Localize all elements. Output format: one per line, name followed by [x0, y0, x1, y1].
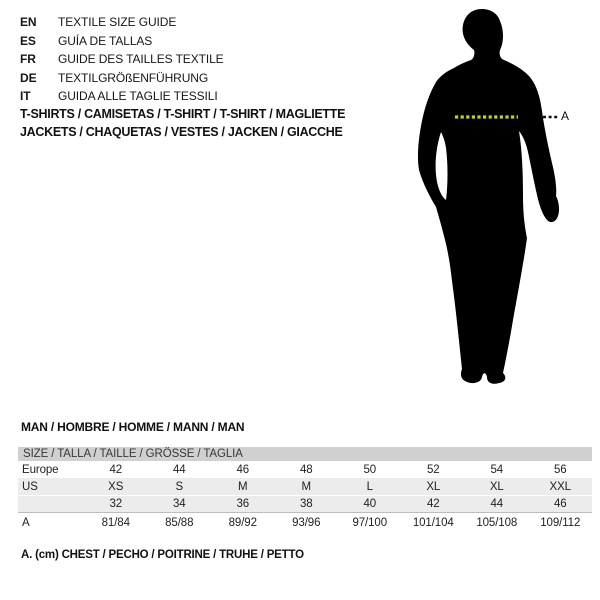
table-cell: 101/104: [412, 516, 454, 529]
language-row: [20, 69, 224, 88]
language-row: [20, 13, 224, 32]
table-cell: 50: [363, 463, 377, 476]
table-cell: 97/100: [352, 516, 388, 529]
table-cell: 89/92: [228, 516, 257, 529]
man-silhouette: [390, 0, 590, 400]
table-cell: 52: [426, 463, 440, 476]
language-list: [20, 13, 224, 106]
language-title: TEXTILE SIZE GUIDE: [58, 15, 177, 30]
table-cell: M: [301, 480, 311, 493]
table-cell: 40: [363, 498, 377, 510]
table-cell: 93/96: [292, 516, 321, 529]
table-row-numeric: [18, 496, 592, 512]
table-cell: S: [175, 480, 184, 493]
language-code: FR: [20, 52, 36, 67]
row-label: US: [22, 480, 38, 493]
language-code: IT: [20, 89, 31, 104]
table-cell: 36: [236, 498, 250, 510]
table-cell: 54: [490, 463, 504, 476]
table-cell: 44: [490, 498, 504, 510]
table-cell: 38: [299, 498, 313, 510]
table-cell: 48: [299, 463, 313, 476]
language-row: [20, 32, 224, 51]
table-cell: 85/88: [165, 516, 194, 529]
measurement-footnote: A. (cm) CHEST / PECHO / POITRINE / TRUHE / PETTO: [21, 549, 304, 561]
table-cell: 105/108: [476, 516, 518, 529]
product-types: [20, 106, 345, 141]
language-code: ES: [20, 33, 36, 48]
table-cell: 46: [236, 463, 250, 476]
size-table-header: SIZE / TALLA / TAILLE / GRÖSSE / TAGLIA: [18, 447, 592, 461]
table-cell: 42: [426, 498, 440, 510]
table-cell: 32: [109, 498, 123, 510]
language-code: DE: [20, 70, 37, 85]
language-title: GUIDA ALLE TAGLIE TESSILI: [58, 89, 218, 104]
section-title: MAN / HOMBRE / HOMME / MANN / MAN: [21, 420, 245, 434]
product-line-tshirts: T-SHIRTS / CAMISETAS / T-SHIRT / T-SHIRT / MAGLIETTE: [20, 107, 346, 121]
table-row-chest-a: [18, 512, 592, 532]
table-cell: XS: [108, 480, 124, 493]
man-silhouette-shape: [418, 9, 559, 384]
table-cell: 56: [553, 463, 567, 476]
table-cell: 109/112: [540, 516, 581, 529]
language-row: [20, 50, 224, 69]
language-code: EN: [20, 15, 37, 30]
row-label: Europe: [22, 463, 59, 476]
table-cell: XL: [426, 480, 441, 493]
table-cell: XXL: [549, 480, 571, 493]
table-cell: 34: [172, 498, 186, 510]
size-table: [18, 447, 592, 532]
language-row: [20, 87, 224, 106]
table-cell: M: [238, 480, 248, 493]
table-row-us: [18, 478, 592, 496]
table-cell: 46: [553, 498, 567, 510]
language-title: GUIDE DES TAILLES TEXTILE: [58, 52, 224, 67]
table-cell: 44: [172, 463, 186, 476]
product-line-jackets: JACKETS / CHAQUETAS / VESTES / JACKEN / GIACCHE: [20, 124, 343, 139]
language-title: TEXTILGRÖßENFÜHRUNG: [58, 70, 209, 85]
table-row-europe: [18, 461, 592, 478]
measure-label-a: A: [561, 109, 569, 123]
table-cell: 42: [109, 463, 123, 476]
table-cell: L: [366, 480, 373, 493]
language-title: GUÍA DE TALLAS: [58, 33, 153, 48]
table-cell: XL: [489, 480, 504, 493]
row-label: A: [22, 516, 30, 529]
table-cell: 81/84: [101, 516, 130, 529]
